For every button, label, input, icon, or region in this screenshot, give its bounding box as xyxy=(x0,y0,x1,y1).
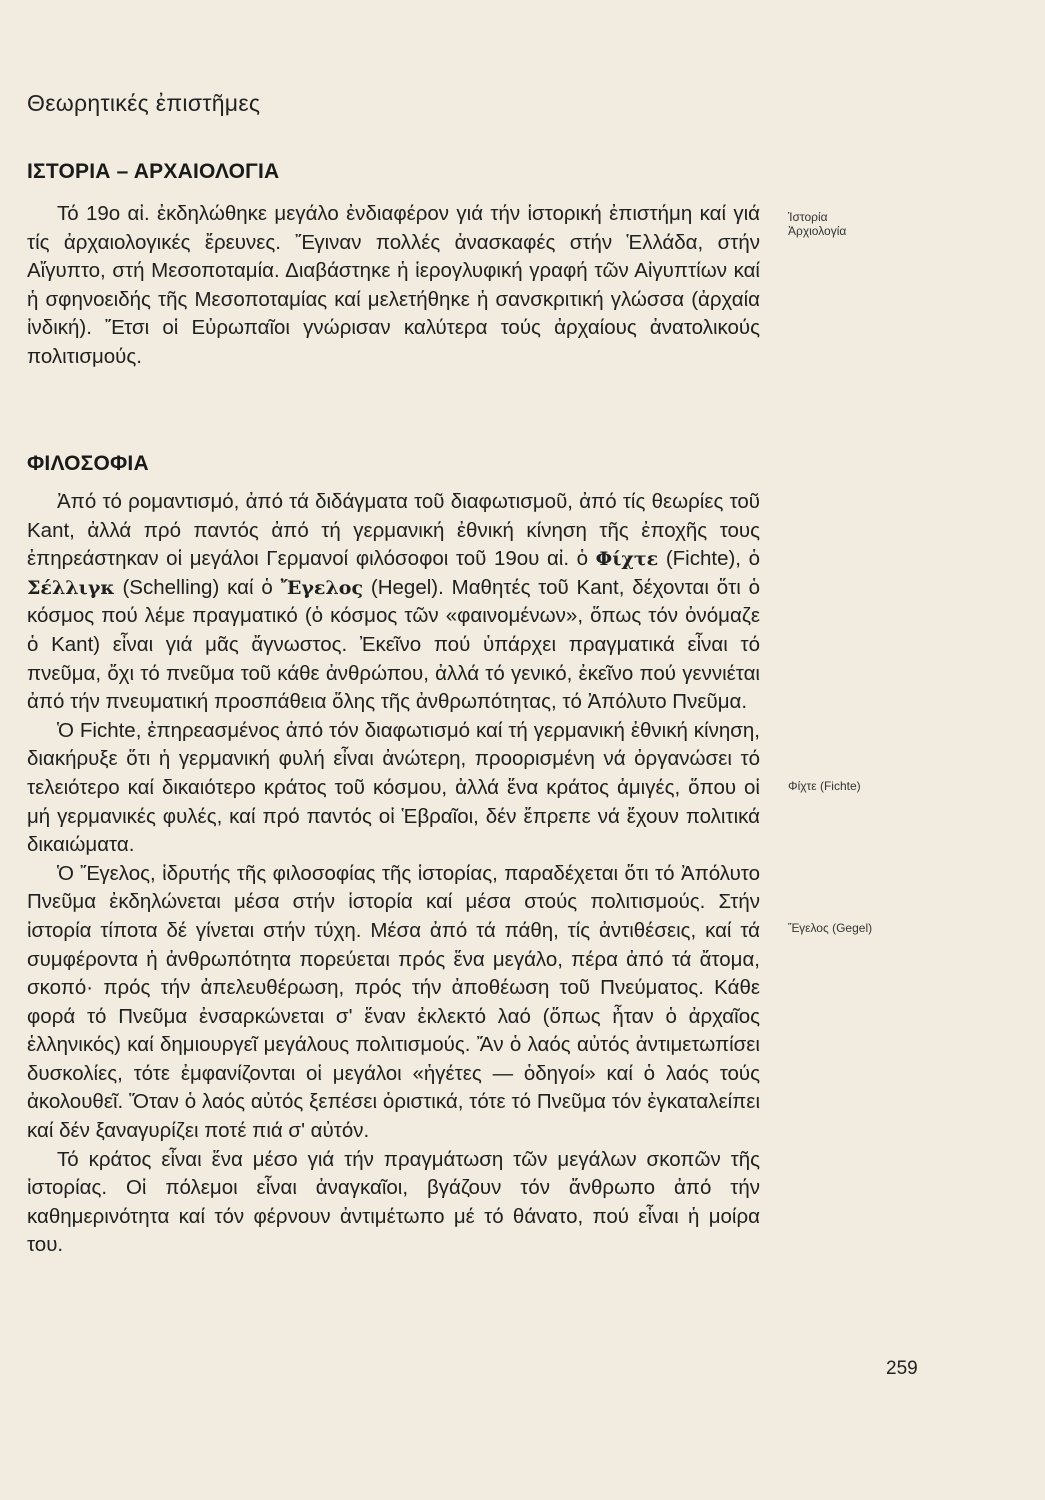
paragraph xyxy=(27,488,760,717)
history-text xyxy=(27,200,760,372)
name-fichte: Φίχτε xyxy=(595,548,659,571)
philosophy-text xyxy=(27,488,760,1260)
name-schelling: Σέλλιγκ xyxy=(27,576,115,599)
text-run: (Fichte), ὁ xyxy=(658,547,761,571)
paragraph: Τό 19ο αἰ. ἐκδηλώθηκε μεγάλο ἐνδιαφέρον γιά τήν ἱστορική ἐπιστήμη καί γιά τίς ἀρχαιολογικές ἔρευνες. Ἔγιναν πολλές ἀνασκαφές στήν Ἑλλάδα, στήν Αἴγυπτο, στή Μεσοποταμία. Διαβάστηκε ἡ ἱερογλυφική γραφή τῶν Αἰγυπτίων καί ἡ σφηνοειδής τῆς Μεσοποταμίας καί μελετήθηκε ἡ σανσκριτική γλώσσα (ἀρχαία ἰνδική). Ἔτσι οἱ Εὐρωπαῖοι γνώρισαν καλύτερα τούς ἀρχαίους ἀνατολικούς πολιτισμούς. xyxy=(27,202,760,368)
paragraph-hegel: Ὁ Ἔγελος, ἱδρυτής τῆς φιλοσοφίας τῆς ἱστορίας, παραδέχεται ὅτι τό Ἀπόλυτο Πνεῦμα ἐκδηλώνεται μέσα στήν ἱστορία καί μέσα στούς πολιτισμούς. Στήν ἱστορία τίποτα δέ γίνεται στήν τύχη. Μέσα ἀπό τά πάθη, τίς ἀντιθέσεις, καί τά συμφέροντα ἡ ἀνθρωπότητα πορεύεται πρός ἕνα μεγάλο, πέρα ἀπό τά ἄτομα, σκοπό· πρός τήν ἀπελευθέρωση, πρός τήν ἀποθέωση τοῦ Πνεύματος. Κάθε φορά τό Πνεῦμα ἐνσαρκώνεται σ' ἕναν ἐκλεκτό λαό (ὅπως ἦταν ὁ ἀρχαῖος ἑλληνικός) καί δημιουργεῖ μεγάλους πολιτισμούς. Ἄν ὁ λαός αὐτός ἀντιμετωπίσει δυσκολίες, τότε ἐμφανίζονται οἱ μεγάλοι «ἡγέτες — ὁδηγοί» καί ὁ λαός τούς ἀκολουθεῖ. Ὅταν ὁ λαός αὐτός ξεπέσει ὁριστικά, τότε τό Πνεῦμα τόν ἐγκαταλείπει καί δέν ξαναγυρίζει ποτέ πιά σ' αὐτόν. xyxy=(27,861,760,1143)
section-title-philosophy: ΦΙΛΟΣΟΦΙΑ xyxy=(27,452,149,475)
running-head: Θεωρητικές ἐπιστῆμες xyxy=(27,90,261,116)
paragraph-state: Τό κράτος εἶναι ἕνα μέσο γιά τήν πραγμάτωση τῶν μεγάλων σκοπῶν τῆς ἱστορίας. Οἱ πόλεμοι εἶναι ἀναγκαῖοι, βγάζουν τόν ἄνθρωπο ἀπό τήν καθημερινότητα καί τόν φέρνουν ἀντιμέτωπο μέ τό θάνατο, πού εἶναι ἡ μοίρα του. xyxy=(27,1147,760,1257)
text-run: (Schelling) καί ὁ xyxy=(114,575,281,599)
text-run: Ἀπό τό ρομαντισμό, ἀπό τά διδάγματα τοῦ διαφωτισμοῦ, ἀπό τίς θεωρίες τοῦ Kant, ἀλλά πρό παντός ἀπό τή γερμανική ἐθνική κίνηση τῆς ἐποχῆς τους ἐπηρεάστηκαν οἱ μεγάλοι Γερμανοί φιλόσοφοι τοῦ 19ου αἰ. ὁ xyxy=(27,490,760,571)
margin-note-fichte: Φίχτε (Fichte) xyxy=(788,779,861,793)
text-run: (Hegel). Μαθητές τοῦ Kant, δέχονται ὅτι ὁ κόσμος πού λέμε πραγματικό (ὁ κόσμος τῶν «φαινομένων», ὅπως τόν ὀνόμαζε ὁ Kant) εἶναι γιά μᾶς ἄγνωστος. Ἐκεῖνο πού ὑπάρχει πραγματικά εἶναι τό πνεῦμα, ὄχι τό πνεῦμα τοῦ κάθε ἀνθρώπου, ἀλλά τό γενικό, ἐκεῖνο πού γεννιέται ἀπό τήν πνευματική προσπάθεια ὅλης τῆς ἀνθρωπότητας, τό Ἀπόλυτο Πνεῦμα. xyxy=(27,575,761,714)
margin-note-history: Ἱστορία xyxy=(788,210,828,224)
section-title-history: ΙΣΤΟΡΙΑ – ΑΡΧΑΙΟΛΟΓΙΑ xyxy=(27,160,280,183)
margin-note-hegel: Ἔγελος (Gegel) xyxy=(788,921,873,935)
paragraph-fichte: Ὁ Fichte, ἐπηρεασμένος ἀπό τόν διαφωτισμό καί τή γερμανική ἐθνική κίνηση, διακήρυξε ὅτι ἡ γερμανική φυλή εἶναι ἀνώτερη, προορισμένη νά ὀργανώσει τό τελειότερο καί δικαιότερο κράτος τοῦ κόσμου, ἀλλά ἕνα κράτος ἀμιγές, ὅπου οἱ μή γερμανικές φυλές, καί πρό παντός οἱ Ἑβραῖοι, δέν ἔπρεπε νά ἔχουν πολιτικά δικαιώματα. xyxy=(27,718,760,857)
margin-note-archaeology: Ἀρχιολογία xyxy=(788,224,847,238)
name-hegel: Ἔγελος xyxy=(280,576,364,599)
page-number: 259 xyxy=(886,1358,918,1379)
